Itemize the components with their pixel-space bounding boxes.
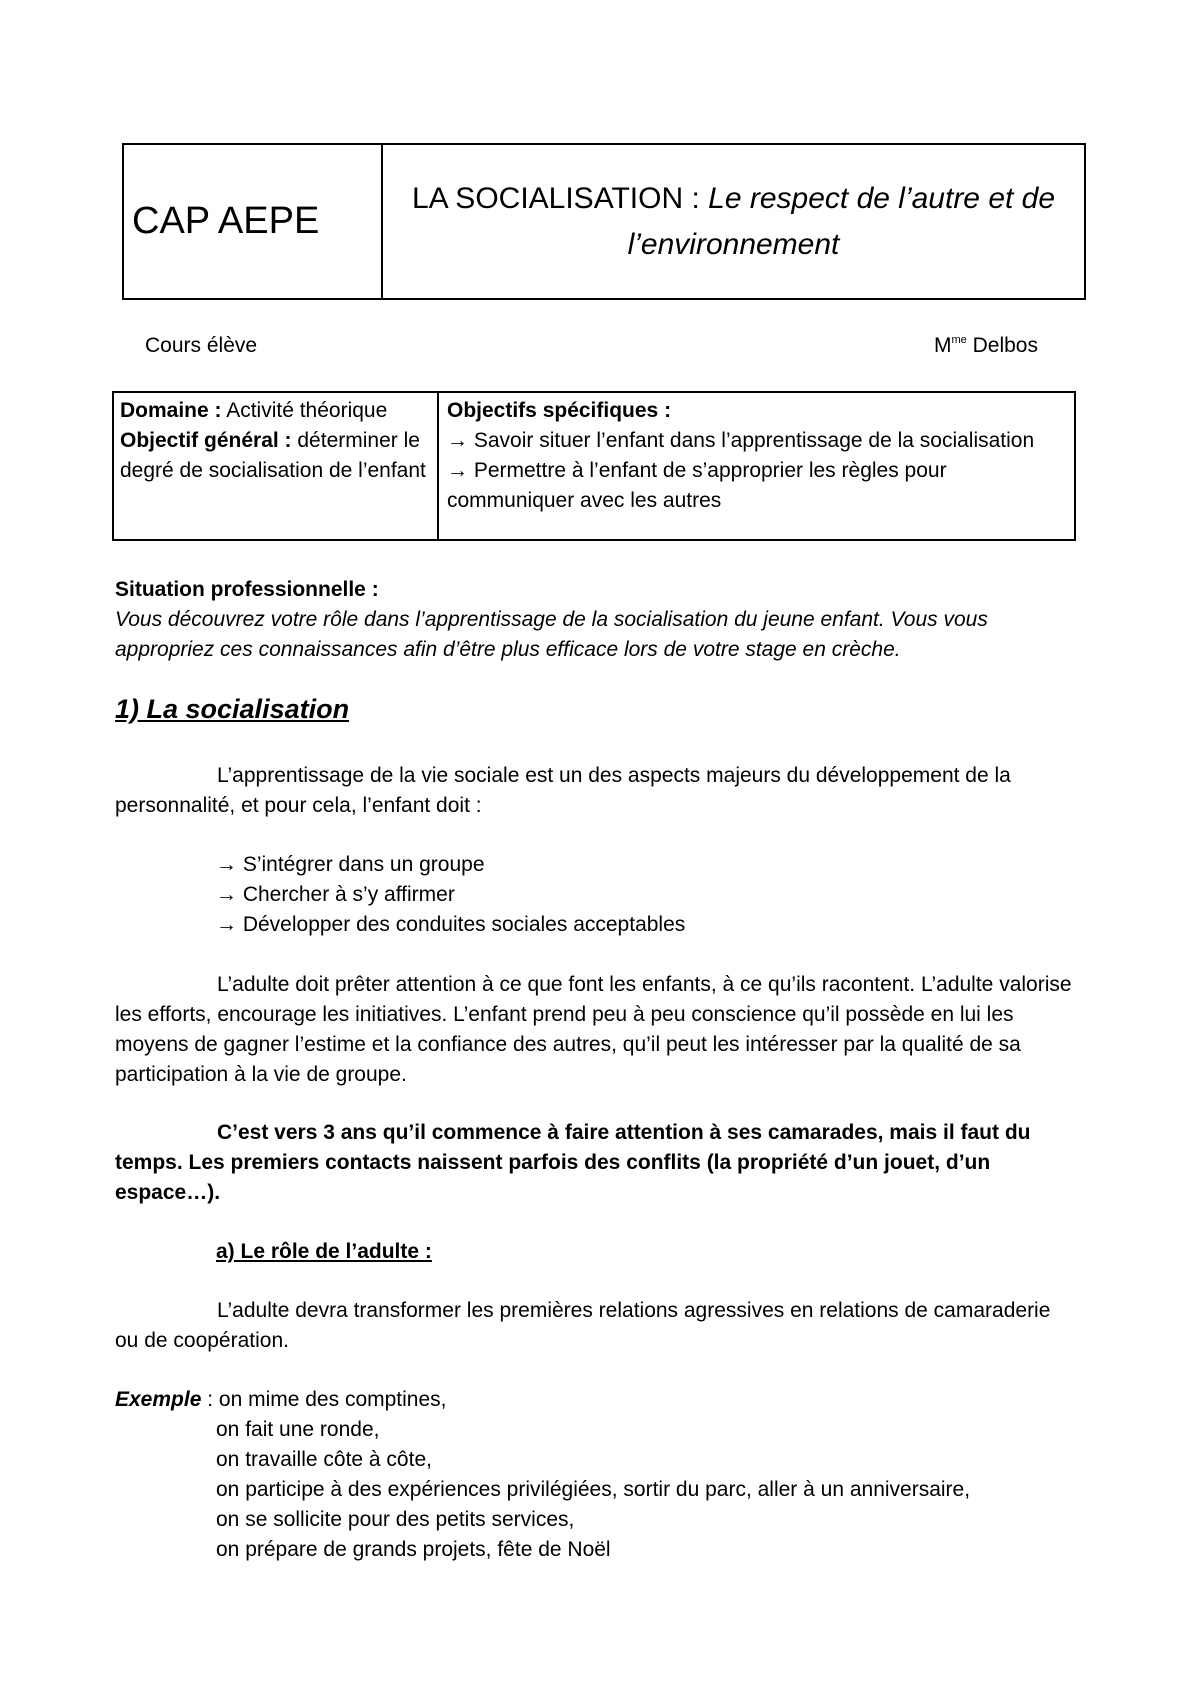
example-line: on participe à des expériences privilégiées, sortir du parc, aller à un anniversaire, (216, 1478, 971, 1501)
situation-label: Situation professionnelle : (115, 578, 379, 601)
objectives-right-cell (439, 393, 1074, 539)
course-code: CAP AEPE (124, 145, 383, 298)
document-title (383, 145, 1084, 298)
example-line: : on mime des comptines, (201, 1388, 447, 1411)
adult-role-paragraph: L’adulte devra transformer les premières relations agressives en relations de camaraderie ou de coopération. (115, 1299, 1051, 1352)
example-line: on fait une ronde, (216, 1418, 380, 1441)
intro-paragraph: L’apprentissage de la vie sociale est un des aspects majeurs du développement de la personnalité, et pour cela, l’enfant doit : (115, 764, 1011, 817)
title-line-1 (412, 176, 1055, 222)
domain-value: Activité théorique (221, 399, 388, 422)
example-line: on travaille côte à côte, (216, 1448, 432, 1471)
teacher-surname: Delbos (966, 334, 1038, 357)
paragraph-adult-attention: L’adulte doit prêter attention à ce que font les enfants, à ce qu’ils racontent. L’adulte valorise les efforts, encourage les initiatives. L’enfant prend peu à peu conscience qu’il possède en lui les moyens de gagner l’estime et la confiance des autres, qu’il peut les intéresser par la qualité de sa participation à la vie de groupe. (115, 973, 1072, 1086)
specific-item: → Permettre à l’enfant de s’approprier les règles pour communiquer avec les autres (447, 459, 947, 512)
situation-block (115, 575, 1075, 665)
section-heading: 1) La socialisation (115, 694, 350, 724)
domain-label: Domaine : (120, 399, 222, 422)
general-label: Objectif général : (120, 429, 292, 452)
example-label: Exemple (115, 1388, 202, 1411)
list-item: → S’intégrer dans un groupe (216, 853, 485, 876)
general-objective (120, 426, 431, 486)
header-table (122, 143, 1086, 300)
situation-text: Vous découvrez votre rôle dans l’apprentissage de la socialisation du jeune enfant. Vous vous appropriez ces connaissances afin d’être plus efficace lors de votre stage en crèche. (115, 608, 988, 661)
title-main: LA SOCIALISATION : (411, 181, 709, 215)
example-line: on se sollicite pour des petits services, (216, 1508, 575, 1531)
specific-item: → Savoir situer l’enfant dans l’apprentissage de la socialisation (447, 429, 1035, 452)
subsection-heading: a) Le rôle de l’adulte : (216, 1240, 432, 1263)
teacher-sup: me (951, 334, 967, 346)
title-italic-2: l’environnement (627, 227, 840, 261)
list-item: → Développer des conduites sociales acceptables (216, 913, 686, 936)
specific-label: Objectifs spécifiques : (447, 399, 672, 422)
example-line: on prépare de grands projets, fête de Noël (216, 1538, 611, 1561)
paragraph-three-years: C’est vers 3 ans qu’il commence à faire attention à ses camarades, mais il faut du temps. Les premiers contacts naissent parfois des conflits (la propriété d’un jouet, d’un espace…). (115, 1121, 1031, 1204)
teacher-prefix: M (934, 334, 952, 357)
general-value: déterminer le degré de socialisation de l’enfant (120, 429, 426, 482)
list-item: → Chercher à s’y affirmer (216, 883, 455, 906)
audience-label: Cours élève (145, 334, 258, 357)
objectives-table (112, 391, 1076, 541)
teacher-name (934, 334, 1038, 358)
objectives-left-cell (114, 393, 439, 539)
example-first-line (115, 1385, 1075, 1415)
title-italic-1: Le respect de l’autre et de (708, 181, 1056, 215)
domain-line (120, 396, 431, 426)
